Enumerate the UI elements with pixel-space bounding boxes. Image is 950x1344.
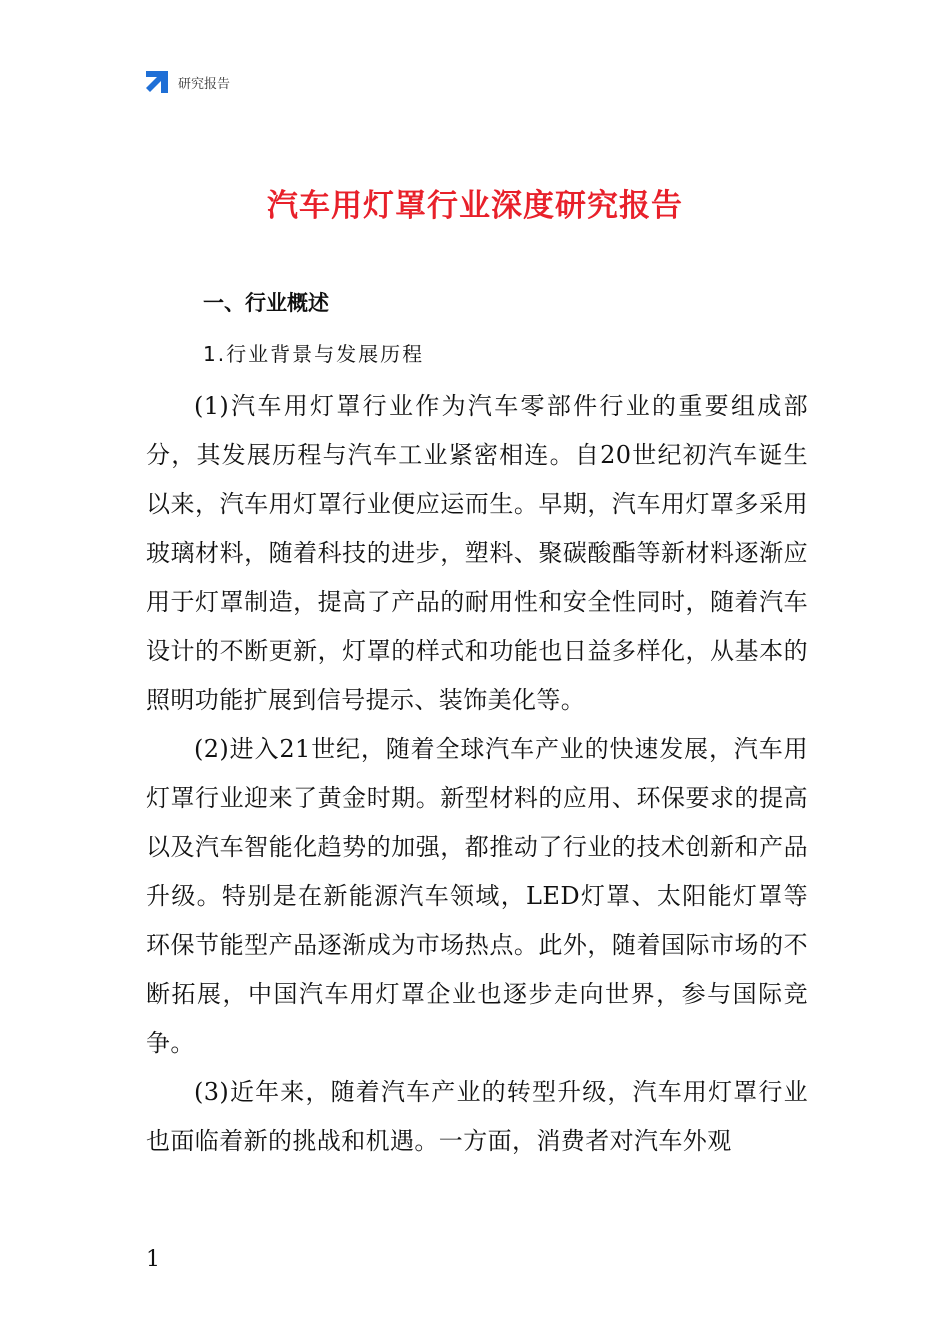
- body-text: [146, 382, 808, 1166]
- arrow-up-right-icon: [144, 69, 170, 95]
- page-number: 1: [146, 1247, 160, 1272]
- document-title: 汽车用灯罩行业深度研究报告: [267, 188, 683, 224]
- section-heading: 一、行业概述: [203, 291, 329, 315]
- paragraph: (1)汽车用灯罩行业作为汽车零部件行业的重要组成部分，其发展历程与汽车工业紧密相连。自20世纪初汽车诞生以来，汽车用灯罩行业便应运而生。早期，汽车用灯罩多采用玻璃材料，随着科技的进步，塑料、聚碳酸酯等新材料逐渐应用于灯罩制造，提高了产品的耐用性和安全性同时，随着汽车设计的不断更新，灯罩的样式和功能也日益多样化，从基本的照明功能扩展到信号提示、装饰美化等。: [146, 392, 808, 714]
- sub-heading: 1.行业背景与发展历程: [203, 342, 425, 366]
- report-header: [144, 68, 230, 96]
- paragraph: (3)近年来，随着汽车产业的转型升级，汽车用灯罩行业也面临着新的挑战和机遇。一方面，消费者对汽车外观: [146, 1078, 808, 1155]
- header-label: 研究报告: [178, 76, 231, 92]
- paragraph: (2)进入21世纪，随着全球汽车产业的快速发展，汽车用灯罩行业迎来了黄金时期。新型材料的应用、环保要求的提高以及汽车智能化趋势的加强，都推动了行业的技术创新和产品升级。特别是在新能源汽车领域，LED灯罩、太阳能灯罩等环保节能型产品逐渐成为市场热点。此外，随着国际市场的不断拓展，中国汽车用灯罩企业也逐步走向世界，参与国际竞争。: [146, 735, 808, 1057]
